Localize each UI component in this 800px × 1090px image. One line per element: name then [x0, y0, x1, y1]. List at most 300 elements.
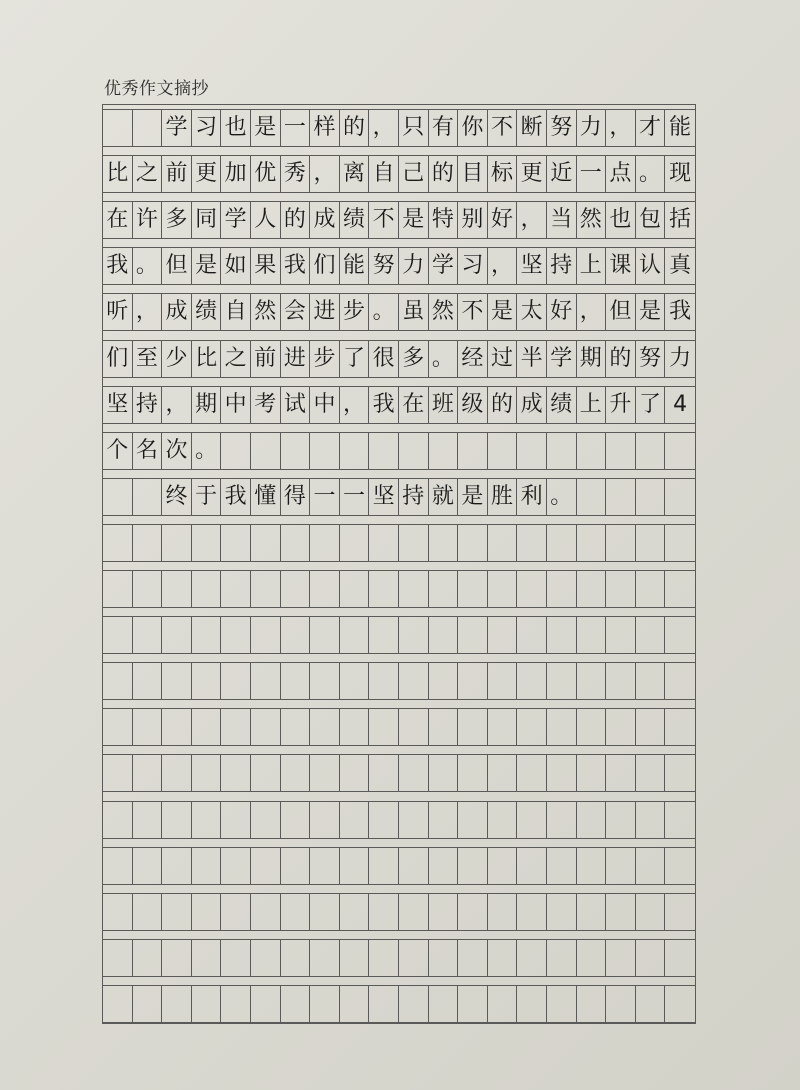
grid-cell: 中: [221, 387, 251, 423]
grid-cell: [636, 709, 666, 745]
grid-cell: 步: [310, 341, 340, 377]
grid-cell: 是: [192, 248, 222, 284]
grid-cell: [517, 663, 547, 699]
grid-cell: [606, 986, 636, 1022]
grid-cell: [517, 802, 547, 838]
grid-cell: [399, 848, 429, 884]
grid-cell: [399, 709, 429, 745]
grid-cell: 个: [103, 433, 133, 469]
grid-cell: [192, 802, 222, 838]
grid-cell: [429, 709, 459, 745]
composition-grid: [102, 104, 696, 1024]
grid-cell: 当: [547, 202, 577, 238]
grid-cell: [665, 848, 695, 884]
grid-cell: 。: [369, 294, 399, 330]
grid-cell: 坚: [369, 479, 399, 515]
grid-cell: [429, 617, 459, 653]
grid-cell: 终: [162, 479, 192, 515]
grid-cell: [251, 755, 281, 791]
grid-cell: 能: [340, 248, 370, 284]
grid-cell: [488, 755, 518, 791]
grid-cell: [577, 433, 607, 469]
grid-cell: [221, 802, 251, 838]
grid-cell: 在: [399, 387, 429, 423]
grid-cell: [665, 663, 695, 699]
grid-cell: 绩: [547, 387, 577, 423]
grid-cell: [636, 986, 666, 1022]
grid-cell: [606, 940, 636, 976]
grid-cell: [606, 894, 636, 930]
grid-cell: [221, 894, 251, 930]
grid-cell: 习: [458, 248, 488, 284]
grid-cell: [547, 755, 577, 791]
grid-cell: 名: [133, 433, 163, 469]
grid-cell: 果: [251, 248, 281, 284]
grid-cell: 一: [281, 110, 311, 146]
grid-cell: [429, 848, 459, 884]
grid-cell: 之: [221, 341, 251, 377]
grid-cell: 自: [221, 294, 251, 330]
grid-cell: 自: [369, 156, 399, 192]
grid-cell: [369, 525, 399, 561]
grid-cell: [251, 617, 281, 653]
grid-cell: [458, 755, 488, 791]
grid-row: [103, 293, 695, 331]
grid-cell: [606, 709, 636, 745]
grid-cell: [221, 940, 251, 976]
grid-cell: [606, 479, 636, 515]
grid-cell: [547, 986, 577, 1022]
grid-cell: 级: [458, 387, 488, 423]
grid-cell: [517, 709, 547, 745]
grid-cell: 才: [636, 110, 666, 146]
grid-cell: [251, 571, 281, 607]
grid-cell: [606, 617, 636, 653]
grid-cell: [281, 663, 311, 699]
grid-cell: [281, 709, 311, 745]
grid-cell: [251, 940, 281, 976]
grid-cell: 的: [488, 387, 518, 423]
grid-cell: [192, 940, 222, 976]
grid-cell: 虽: [399, 294, 429, 330]
grid-cell: 我: [669, 299, 692, 325]
grid-cell: 有: [429, 110, 459, 146]
grid-cell: [133, 894, 163, 930]
grid-row: [103, 524, 695, 562]
grid-cell: [458, 433, 488, 469]
grid-cell: [192, 848, 222, 884]
grid-cell: [458, 802, 488, 838]
grid-cell: 是: [488, 294, 518, 330]
grid-cell: 成: [162, 294, 192, 330]
grid-cell: 进: [281, 341, 311, 377]
grid-cell: 的: [429, 156, 459, 192]
grid-cell: [192, 755, 222, 791]
grid-cell: 力: [577, 110, 607, 146]
grid-cell: [369, 755, 399, 791]
grid-cell: [547, 433, 577, 469]
grid-cell: 持: [547, 248, 577, 284]
grid-cell: [547, 617, 577, 653]
grid-cell: [133, 709, 163, 745]
grid-cell: ，: [488, 248, 518, 284]
grid-cell: 是: [458, 479, 488, 515]
grid-cell: 期: [577, 341, 607, 377]
grid-cell: 我: [221, 479, 251, 515]
grid-cell: 许: [133, 202, 163, 238]
grid-cell: [429, 571, 459, 607]
grid-cell: [103, 848, 133, 884]
grid-cell: [251, 525, 281, 561]
grid-cell: [103, 110, 133, 146]
grid-cell: [340, 709, 370, 745]
grid-cell: [636, 617, 666, 653]
grid-cell: 成: [310, 202, 340, 238]
grid-cell: 好: [547, 294, 577, 330]
grid-cell: 的: [606, 341, 636, 377]
grid-cell: 力: [669, 345, 692, 371]
grid-cell: 利: [517, 479, 547, 515]
grid-cell: [310, 755, 340, 791]
grid-cell: [369, 986, 399, 1022]
grid-cell: 半: [517, 341, 547, 377]
grid-cell: 学: [429, 248, 459, 284]
grid-cell: [340, 755, 370, 791]
grid-cell: [103, 617, 133, 653]
grid-cell: [429, 802, 459, 838]
grid-cell: [636, 940, 666, 976]
grid-cell: [488, 709, 518, 745]
grid-cell: 我: [281, 248, 311, 284]
grid-cell: [192, 525, 222, 561]
grid-cell: [369, 617, 399, 653]
grid-cell: 升: [606, 387, 636, 423]
grid-cell: 特: [429, 202, 459, 238]
grid-cell: [162, 617, 192, 653]
grid-cell: [133, 940, 163, 976]
grid-cell: [636, 755, 666, 791]
grid-cell: ，: [606, 110, 636, 146]
grid-cell: [547, 525, 577, 561]
grid-cell: [369, 894, 399, 930]
grid-cell: [221, 709, 251, 745]
grid-row: [103, 386, 695, 424]
grid-cell: ，: [162, 387, 192, 423]
grid-cell: 也: [606, 202, 636, 238]
grid-cell: [606, 802, 636, 838]
grid-cell: [577, 894, 607, 930]
grid-row: [103, 478, 695, 516]
grid-cell: [547, 802, 577, 838]
grid-cell: [458, 663, 488, 699]
grid-cell: 近: [547, 156, 577, 192]
grid-cell: [636, 802, 666, 838]
grid-cell: 得: [281, 479, 311, 515]
grid-cell: [665, 525, 695, 561]
grid-cell: [103, 479, 133, 515]
grid-cell: [547, 571, 577, 607]
grid-cell: [162, 940, 192, 976]
grid-row: [103, 847, 695, 885]
grid-cell: 坚: [517, 248, 547, 284]
grid-cell: [606, 663, 636, 699]
grid-cell: [577, 986, 607, 1022]
grid-cell: 真: [669, 253, 692, 279]
grid-cell: [399, 663, 429, 699]
grid-cell: 在: [103, 202, 133, 238]
grid-cell: 会: [281, 294, 311, 330]
grid-cell: 认: [636, 248, 666, 284]
grid-cell: [547, 663, 577, 699]
grid-cell: 努: [369, 248, 399, 284]
grid-cell: [340, 571, 370, 607]
grid-cell: [488, 663, 518, 699]
grid-cell: [369, 940, 399, 976]
grid-cell: 绩: [192, 294, 222, 330]
grid-cell: [636, 663, 666, 699]
grid-cell: [517, 848, 547, 884]
grid-cell: [458, 571, 488, 607]
grid-cell: [281, 940, 311, 976]
grid-cell: [488, 940, 518, 976]
grid-cell: [399, 894, 429, 930]
grid-cell: [310, 848, 340, 884]
grid-row: [103, 616, 695, 654]
grid-cell: [310, 433, 340, 469]
grid-cell: 标: [488, 156, 518, 192]
grid-cell: [636, 479, 666, 515]
grid-cell: [369, 433, 399, 469]
grid-cell: 加: [221, 156, 251, 192]
grid-cell: [577, 571, 607, 607]
grid-cell: 课: [606, 248, 636, 284]
grid-cell: [458, 617, 488, 653]
grid-cell: [665, 755, 695, 791]
grid-cell: 力: [399, 248, 429, 284]
grid-row: [103, 939, 695, 977]
grid-cell: [281, 802, 311, 838]
grid-cell: 成: [517, 387, 547, 423]
grid-cell: [458, 848, 488, 884]
grid-cell: [458, 894, 488, 930]
grid-cell: 考: [251, 387, 281, 423]
grid-cell: 太: [517, 294, 547, 330]
grid-cell: [488, 802, 518, 838]
grid-cell: [429, 525, 459, 561]
grid-cell: 也: [221, 110, 251, 146]
grid-cell: [162, 802, 192, 838]
grid-cell: [606, 848, 636, 884]
grid-cell: [665, 986, 695, 1022]
grid-cell: 了: [340, 341, 370, 377]
grid-cell: [458, 525, 488, 561]
grid-cell: 只: [399, 110, 429, 146]
grid-cell: 人: [251, 202, 281, 238]
grid-cell: [636, 433, 666, 469]
grid-cell: [577, 802, 607, 838]
grid-cell: 能: [669, 115, 692, 140]
grid-cell: [488, 848, 518, 884]
grid-cell: 一: [310, 479, 340, 515]
grid-cell: 不: [458, 294, 488, 330]
grid-cell: [577, 663, 607, 699]
grid-cell: [399, 525, 429, 561]
grid-cell: [636, 571, 666, 607]
grid-cell: [547, 894, 577, 930]
grid-cell: [665, 709, 695, 745]
grid-cell: [429, 755, 459, 791]
grid-cell: [162, 525, 192, 561]
grid-cell: [517, 571, 547, 607]
grid-cell: 班: [429, 387, 459, 423]
grid-cell: [162, 709, 192, 745]
grid-cell: [133, 755, 163, 791]
grid-cell: [251, 802, 281, 838]
grid-cell: [399, 571, 429, 607]
grid-cell: [369, 571, 399, 607]
grid-cell: [281, 894, 311, 930]
grid-cell: [310, 709, 340, 745]
grid-cell: [340, 617, 370, 653]
grid-row: [103, 155, 695, 193]
grid-cell: 目: [458, 156, 488, 192]
grid-cell: [133, 663, 163, 699]
grid-cell: [310, 571, 340, 607]
grid-cell: [251, 663, 281, 699]
grid-row: [103, 708, 695, 746]
grid-cell: 同: [192, 202, 222, 238]
grid-cell: 持: [133, 387, 163, 423]
grid-cell: ，: [310, 156, 340, 192]
grid-cell: 学: [162, 110, 192, 146]
grid-row: [103, 893, 695, 931]
grid-cell: 过: [488, 341, 518, 377]
grid-cell: [340, 663, 370, 699]
grid-cell: 。: [547, 479, 577, 515]
grid-cell: 习: [192, 110, 222, 146]
grid-cell: 然: [429, 294, 459, 330]
grid-cell: [488, 894, 518, 930]
grid-cell: 绩: [340, 202, 370, 238]
grid-cell: [251, 433, 281, 469]
grid-cell: [340, 894, 370, 930]
grid-cell: 更: [517, 156, 547, 192]
grid-cell: [221, 525, 251, 561]
grid-cell: [340, 802, 370, 838]
grid-cell: 学: [221, 202, 251, 238]
grid-cell: [310, 802, 340, 838]
grid-cell: ，: [340, 387, 370, 423]
grid-cell: [133, 525, 163, 561]
grid-cell: 我: [103, 248, 133, 284]
grid-cell: [133, 848, 163, 884]
grid-cell: [636, 525, 666, 561]
grid-cell: 但: [606, 294, 636, 330]
grid-cell: [281, 571, 311, 607]
grid-cell: ，: [369, 110, 399, 146]
grid-cell: [369, 802, 399, 838]
grid-cell: [133, 110, 163, 146]
grid-cell: 包: [636, 202, 666, 238]
grid-cell: 是: [251, 110, 281, 146]
grid-cell: 己: [399, 156, 429, 192]
grid-cell: 努: [547, 110, 577, 146]
grid-cell: [369, 663, 399, 699]
grid-cell: [665, 894, 695, 930]
grid-cell: 多: [399, 341, 429, 377]
grid-cell: [429, 986, 459, 1022]
grid-cell: [281, 433, 311, 469]
grid-cell: 听: [103, 294, 133, 330]
grid-cell: 们: [310, 248, 340, 284]
grid-cell: [606, 525, 636, 561]
grid-cell: 中: [310, 387, 340, 423]
grid-cell: [665, 940, 695, 976]
grid-cell: [281, 848, 311, 884]
grid-cell: [665, 433, 695, 469]
grid-cell: [429, 894, 459, 930]
grid-cell: 我: [369, 387, 399, 423]
grid-cell: [251, 986, 281, 1022]
grid-cell: [221, 663, 251, 699]
grid-cell: [133, 802, 163, 838]
grid-cell: 就: [429, 479, 459, 515]
grid-cell: [192, 663, 222, 699]
grid-cell: 4: [673, 391, 688, 417]
grid-cell: 是: [636, 294, 666, 330]
grid-cell: 你: [458, 110, 488, 146]
grid-cell: [488, 525, 518, 561]
grid-cell: [517, 894, 547, 930]
grid-cell: [281, 525, 311, 561]
grid-row: [103, 570, 695, 608]
grid-cell: 更: [192, 156, 222, 192]
grid-cell: [340, 525, 370, 561]
grid-cell: [192, 894, 222, 930]
grid-cell: [133, 479, 163, 515]
grid-cell: 坚: [103, 387, 133, 423]
grid-cell: [547, 709, 577, 745]
grid-cell: ，: [577, 294, 607, 330]
grid-cell: [429, 940, 459, 976]
grid-cell: [192, 617, 222, 653]
grid-cell: [665, 802, 695, 838]
grid-cell: [517, 525, 547, 561]
grid-cell: 样: [310, 110, 340, 146]
grid-cell: [192, 709, 222, 745]
grid-cell: [103, 986, 133, 1022]
grid-cell: [103, 755, 133, 791]
grid-cell: [133, 617, 163, 653]
grid-cell: [221, 848, 251, 884]
grid-cell: [577, 617, 607, 653]
grid-cell: [162, 894, 192, 930]
grid-cell: [310, 986, 340, 1022]
grid-cell: [310, 525, 340, 561]
grid-cell: 别: [458, 202, 488, 238]
grid-cell: [399, 433, 429, 469]
grid-cell: [547, 848, 577, 884]
grid-cell: 们: [103, 341, 133, 377]
grid-cell: 离: [340, 156, 370, 192]
grid-cell: [547, 940, 577, 976]
grid-cell: [577, 848, 607, 884]
grid-cell: 上: [577, 387, 607, 423]
grid-cell: [577, 525, 607, 561]
grid-cell: 好: [488, 202, 518, 238]
grid-cell: [162, 663, 192, 699]
grid-cell: [162, 848, 192, 884]
